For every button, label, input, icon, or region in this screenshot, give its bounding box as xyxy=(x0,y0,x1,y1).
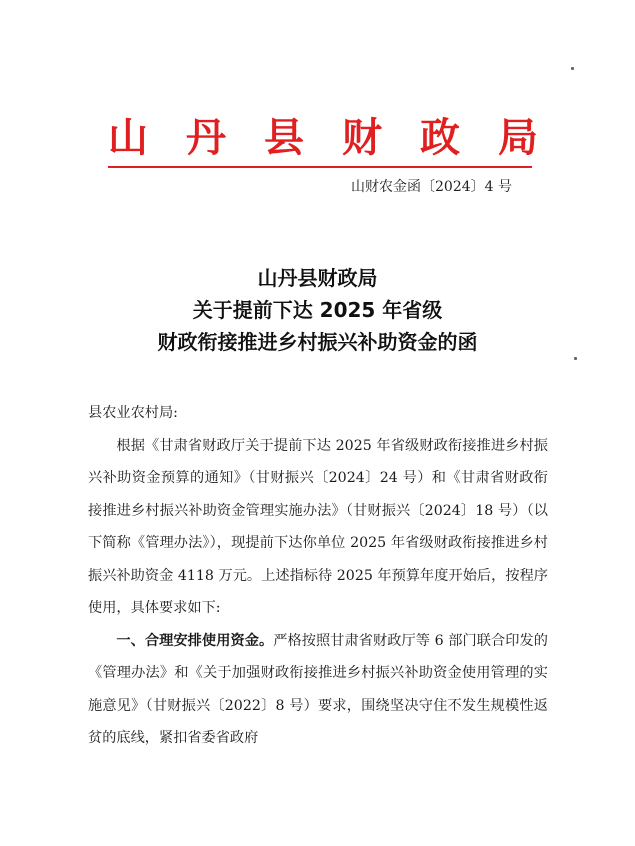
document-number: 山财农金函〔2024〕4 号 xyxy=(351,179,512,195)
paragraph-2-heading: 一、合理安排使用资金。 xyxy=(116,632,274,649)
issuer-char: 县 xyxy=(264,115,304,161)
paragraph-2-text: 严格按照甘肃省财政厅等 6 部门联合印发的《管理办法》和《关于加强财政衔接推进乡村振兴补助资金使用管理的实施意见》（甘财振兴〔2022〕8 号）要求，围绕坚决守住不发生规模性返贫的底线，紧扣省委省政府 xyxy=(88,632,548,746)
issuer-char: 政 xyxy=(420,115,460,161)
issuer-name xyxy=(108,115,538,161)
salutation: 县农业农村局: xyxy=(88,405,178,421)
issuer-char: 财 xyxy=(342,115,382,161)
title-line-1: 山丹县财政局 xyxy=(257,266,378,290)
document-body xyxy=(88,397,548,755)
scan-speck xyxy=(574,357,577,360)
document-title xyxy=(0,262,635,358)
issuer-char: 山 xyxy=(108,115,148,161)
issuer-char: 局 xyxy=(498,115,538,161)
paragraph-1: 根据《甘肃省财政厅关于提前下达 2025 年省级财政衔接推进乡村振兴补助资金预算的通知》（甘财振兴〔2024〕24 号）和《甘肃省财政衔接推进乡村振兴补助资金管理实施办法》（甘财振兴〔2024〕18 号）（以下简称《管理办法》），现提前下达你单位 2025 年省级财政衔接推进乡村振兴补助资金 4118 万元。上述指标待 2025 年预算年度开始后，按程序使用，具体要求如下: xyxy=(88,437,548,616)
paragraph-2 xyxy=(88,625,548,755)
title-line-2: 关于提前下达 2025 年省级 xyxy=(192,298,443,322)
issuer-char: 丹 xyxy=(186,115,226,161)
title-line-3: 财政衔接推进乡村振兴补助资金的函 xyxy=(157,330,478,354)
red-header-rule xyxy=(108,166,532,168)
scan-speck xyxy=(571,67,574,70)
